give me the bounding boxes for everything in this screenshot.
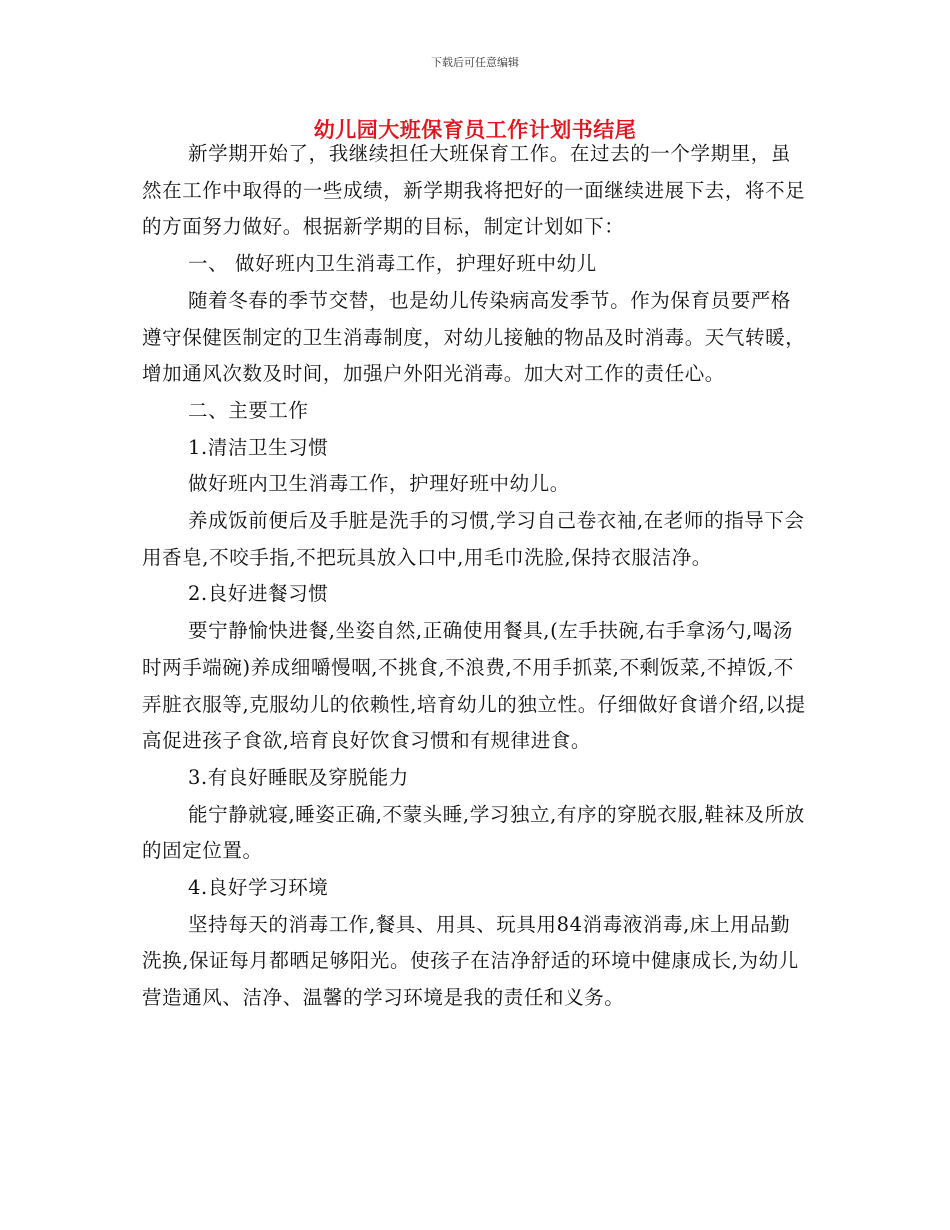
paragraph: 做好班内卫生消毒工作，护理好班中幼儿。 bbox=[188, 472, 570, 496]
subheading-1: 1.清洁卫生习惯 bbox=[188, 435, 329, 459]
section-heading-1: 一、 做好班内卫生消毒工作，护理好班中幼儿 bbox=[188, 252, 597, 276]
subheading-4: 4.良好学习环境 bbox=[188, 876, 329, 900]
page-header-note: 下载后可任意编辑 bbox=[431, 56, 519, 69]
paragraph-section-1: 随着冬春的季节交替，也是幼儿传染病高发季节。作为保育员要严格遵守保健医制定的卫生消毒制度，对幼儿接触的物品及时消毒。天气转暖，增加通风次数及时间，加强户外阳光消毒。加大对工作的责任心。 bbox=[142, 288, 806, 386]
paragraph: 能宁静就寝,睡姿正确,不蒙头睡,学习独立,有序的穿脱衣服,鞋袜及所放的固定位置。 bbox=[142, 802, 805, 863]
document-body bbox=[142, 136, 810, 1017]
document-title: 幼儿园大班保育员工作计划书结尾 bbox=[313, 117, 637, 142]
subheading-3: 3.有良好睡眠及穿脱能力 bbox=[188, 765, 409, 789]
paragraph: 坚持每天的消毒工作,餐具、用具、玩具用84消毒液消毒,床上用品勤洗换,保证每月都晒足够阳光。使孩子在洁净舒适的环境中健康成长,为幼儿营造通风、洁净、温馨的学习环境是我的责任和义务。 bbox=[142, 912, 799, 1010]
section-heading-2: 二、主要工作 bbox=[188, 398, 309, 422]
subheading-2: 2.良好进餐习惯 bbox=[188, 582, 329, 606]
paragraph-intro: 新学期开始了，我继续担任大班保育工作。在过去的一个学期里，虽然在工作中取得的一些成绩，新学期我将把好的一面继续进展下去，将不足的方面努力做好。根据新学期的目标，制定计划如下： bbox=[142, 142, 806, 239]
paragraph: 养成饭前便后及手脏是洗手的习惯,学习自己卷衣袖,在老师的指导下会用香皂,不咬手指,不把玩具放入口中,用毛巾洗脸,保持衣服洁净。 bbox=[142, 509, 805, 569]
paragraph: 要宁静愉快进餐,坐姿自然,正确使用餐具,(左手扶碗,右手拿汤勺,喝汤时两手端碗)养成细嚼慢咽,不挑食,不浪费,不用手抓菜,不剩饭菜,不掉饭,不弄脏衣服等,克服幼儿的依赖性,培育幼儿的独立性。仔细做好食谱介绍,以提高促进孩子食欲,培育良好饮食习惯和有规律进食。 bbox=[142, 619, 806, 753]
